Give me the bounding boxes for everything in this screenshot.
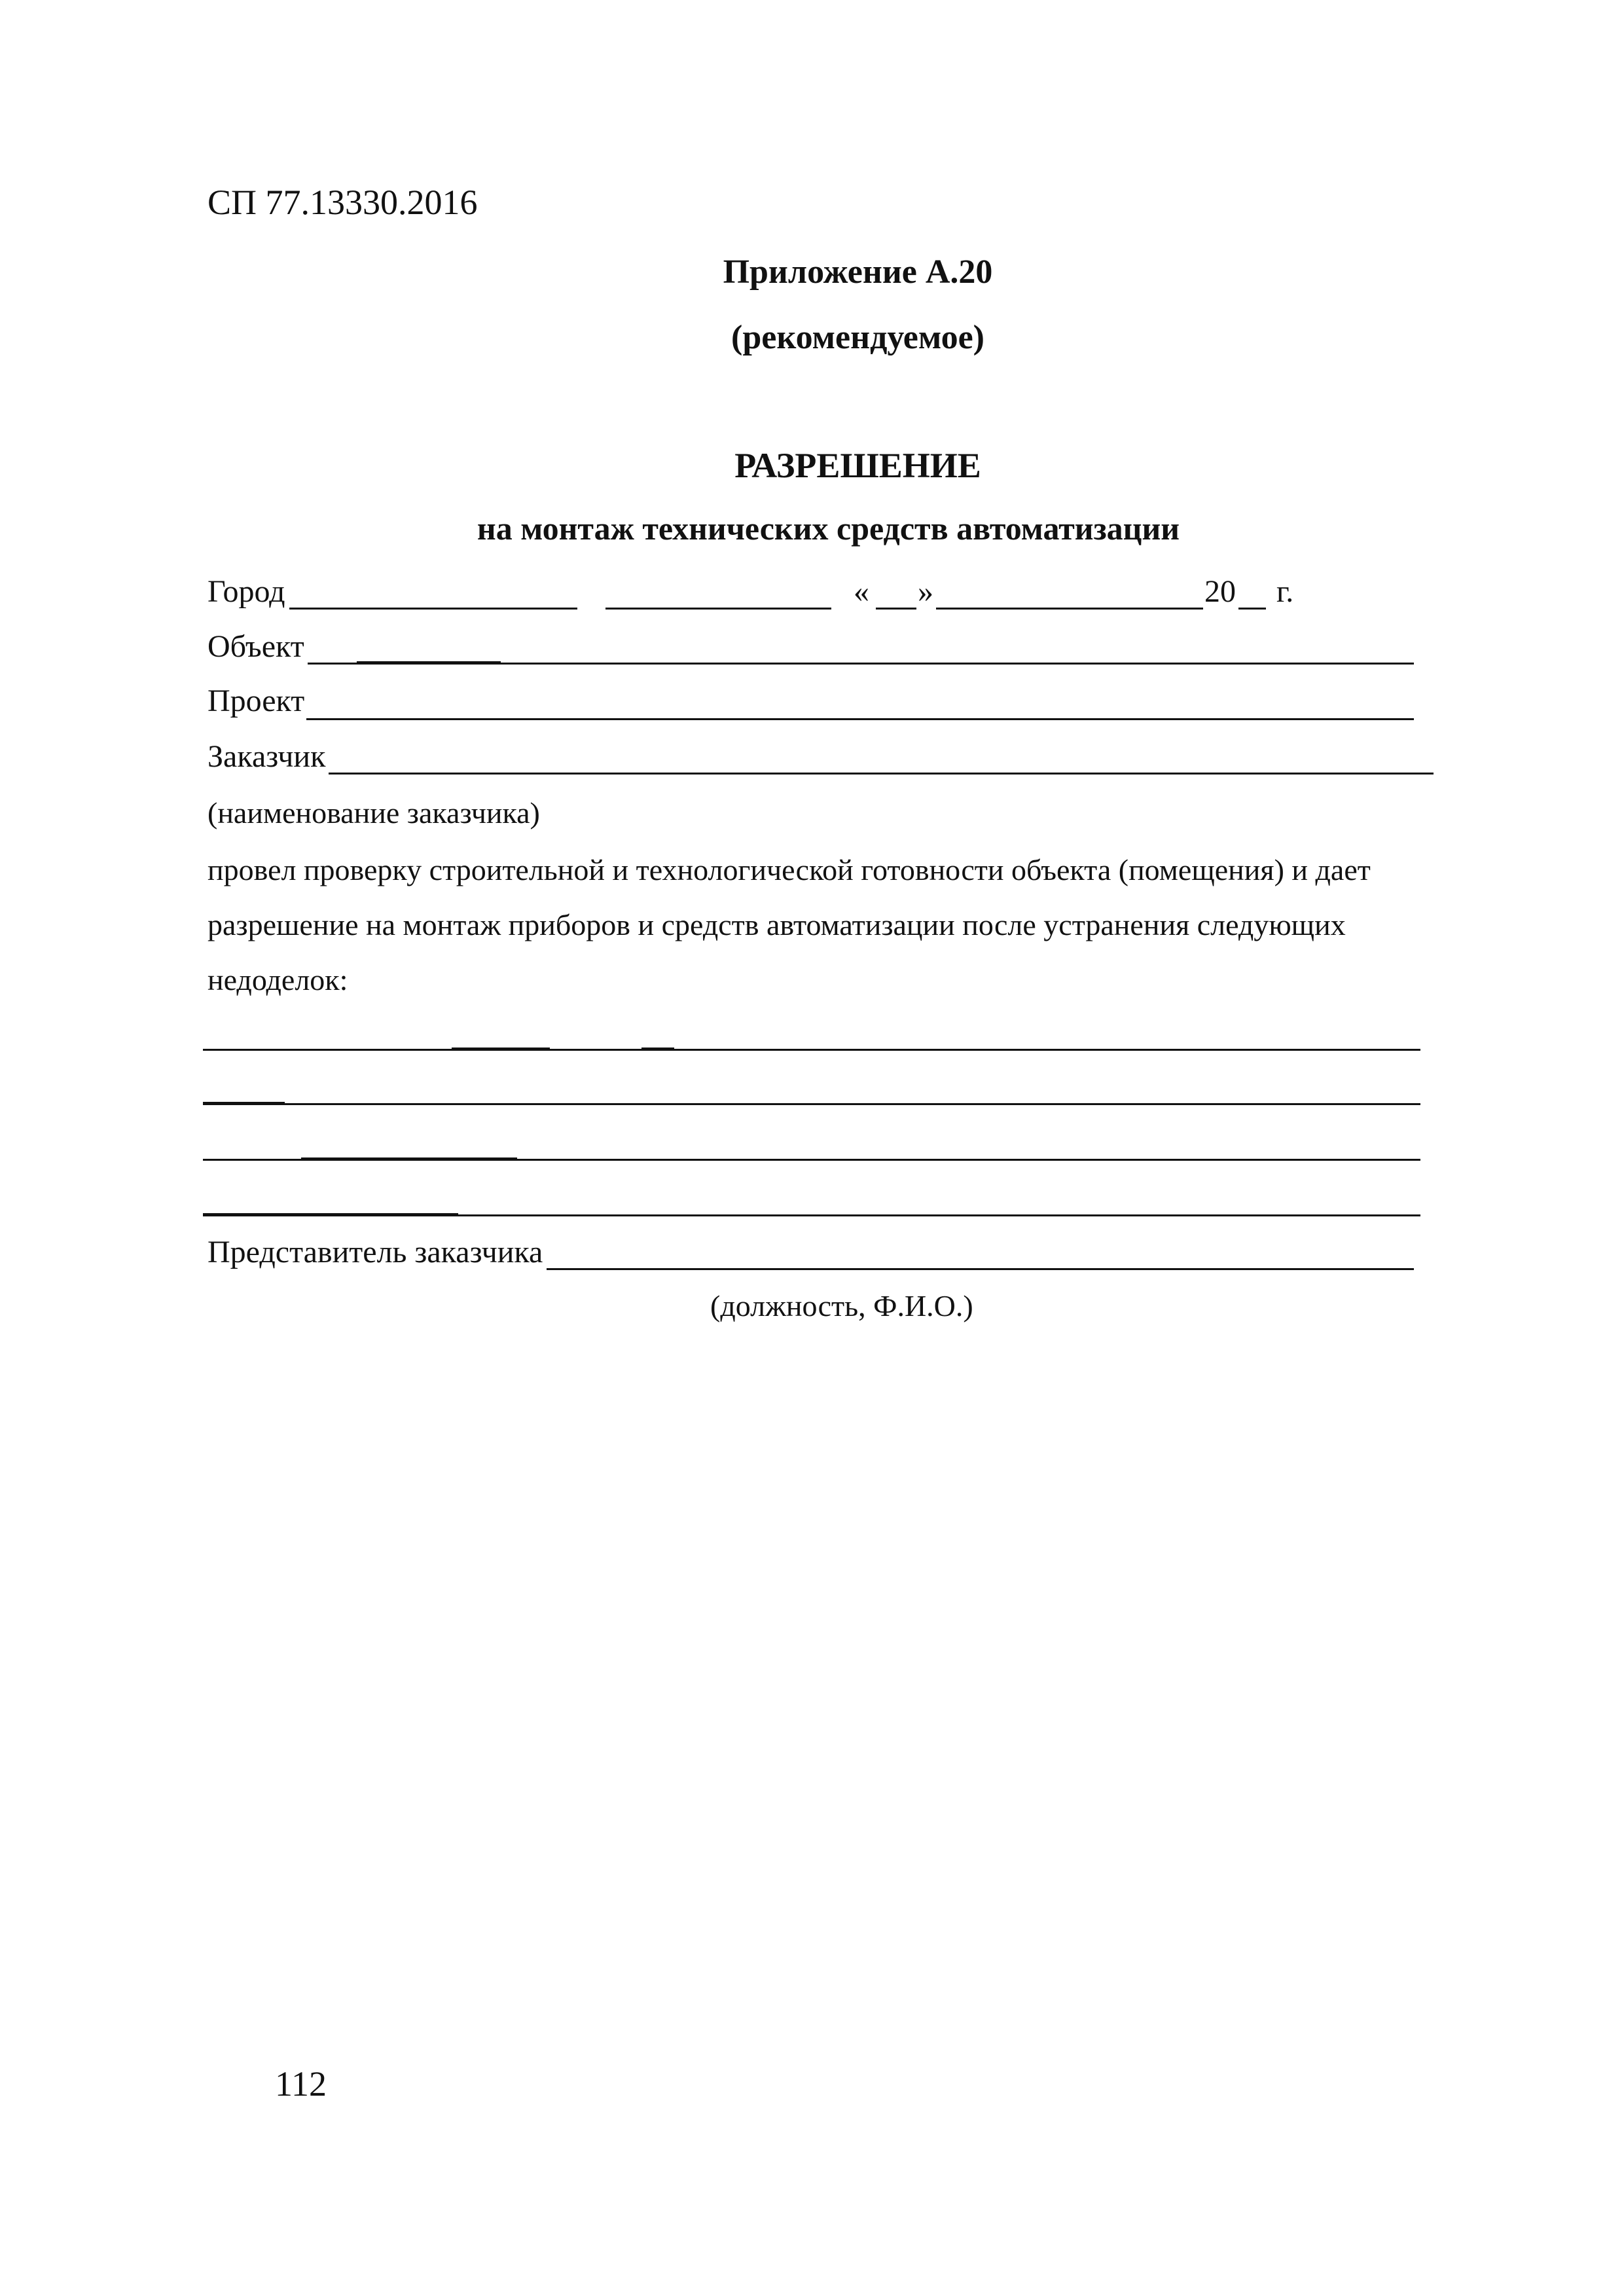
customer-label: Заказчик: [208, 739, 326, 774]
month-field-line[interactable]: [936, 608, 1203, 610]
date-close-quote: »: [918, 574, 933, 609]
form-subtitle: на монтаж технических средств автоматизации: [477, 510, 1180, 547]
year-field-line[interactable]: [1238, 608, 1266, 610]
project-field-line[interactable]: [306, 718, 1414, 720]
document-code: СП 77.13330.2016: [208, 183, 478, 222]
date-open-quote: «: [854, 574, 869, 609]
body-line-2: разрешение на монтаж приборов и средств автоматизации после устранения следующих: [208, 908, 1346, 941]
customer-hint: (наименование заказчика): [208, 796, 540, 829]
object-label: Объект: [208, 629, 304, 664]
defects-line-1-mark: [452, 1048, 550, 1050]
year-suffix: г.: [1276, 574, 1294, 609]
defects-line-3-mark: [301, 1157, 517, 1160]
city-label: Город: [208, 574, 285, 609]
representative-label: Представитель заказчика: [208, 1235, 543, 1269]
day-field-line[interactable]: [876, 608, 916, 610]
project-label: Проект: [208, 683, 305, 718]
city-field-line[interactable]: [289, 608, 577, 610]
defects-line-1-mark-2: [641, 1048, 674, 1050]
annex-label: Приложение А.20: [723, 253, 993, 291]
body-line-3: недоделок:: [208, 963, 348, 996]
representative-hint: (должность, Ф.И.О.): [710, 1289, 973, 1322]
representative-field-line[interactable]: [547, 1268, 1414, 1270]
city-field-line-2[interactable]: [605, 608, 831, 610]
year-prefix: 20: [1204, 574, 1236, 609]
customer-field-line[interactable]: [329, 773, 1434, 774]
object-field-mark: [357, 661, 501, 664]
annex-type: (рекомендуемое): [731, 319, 984, 356]
page-number: 112: [275, 2064, 327, 2104]
defects-line-4-mark: [203, 1213, 458, 1216]
defects-line-2-mark: [203, 1102, 285, 1104]
form-title: РАЗРЕШЕНИЕ: [734, 446, 981, 485]
defects-line-2[interactable]: [203, 1103, 1420, 1105]
body-line-1: провел проверку строительной и технологической готовности объекта (помещения) и дает: [208, 853, 1371, 886]
defects-line-1[interactable]: [203, 1049, 1420, 1051]
